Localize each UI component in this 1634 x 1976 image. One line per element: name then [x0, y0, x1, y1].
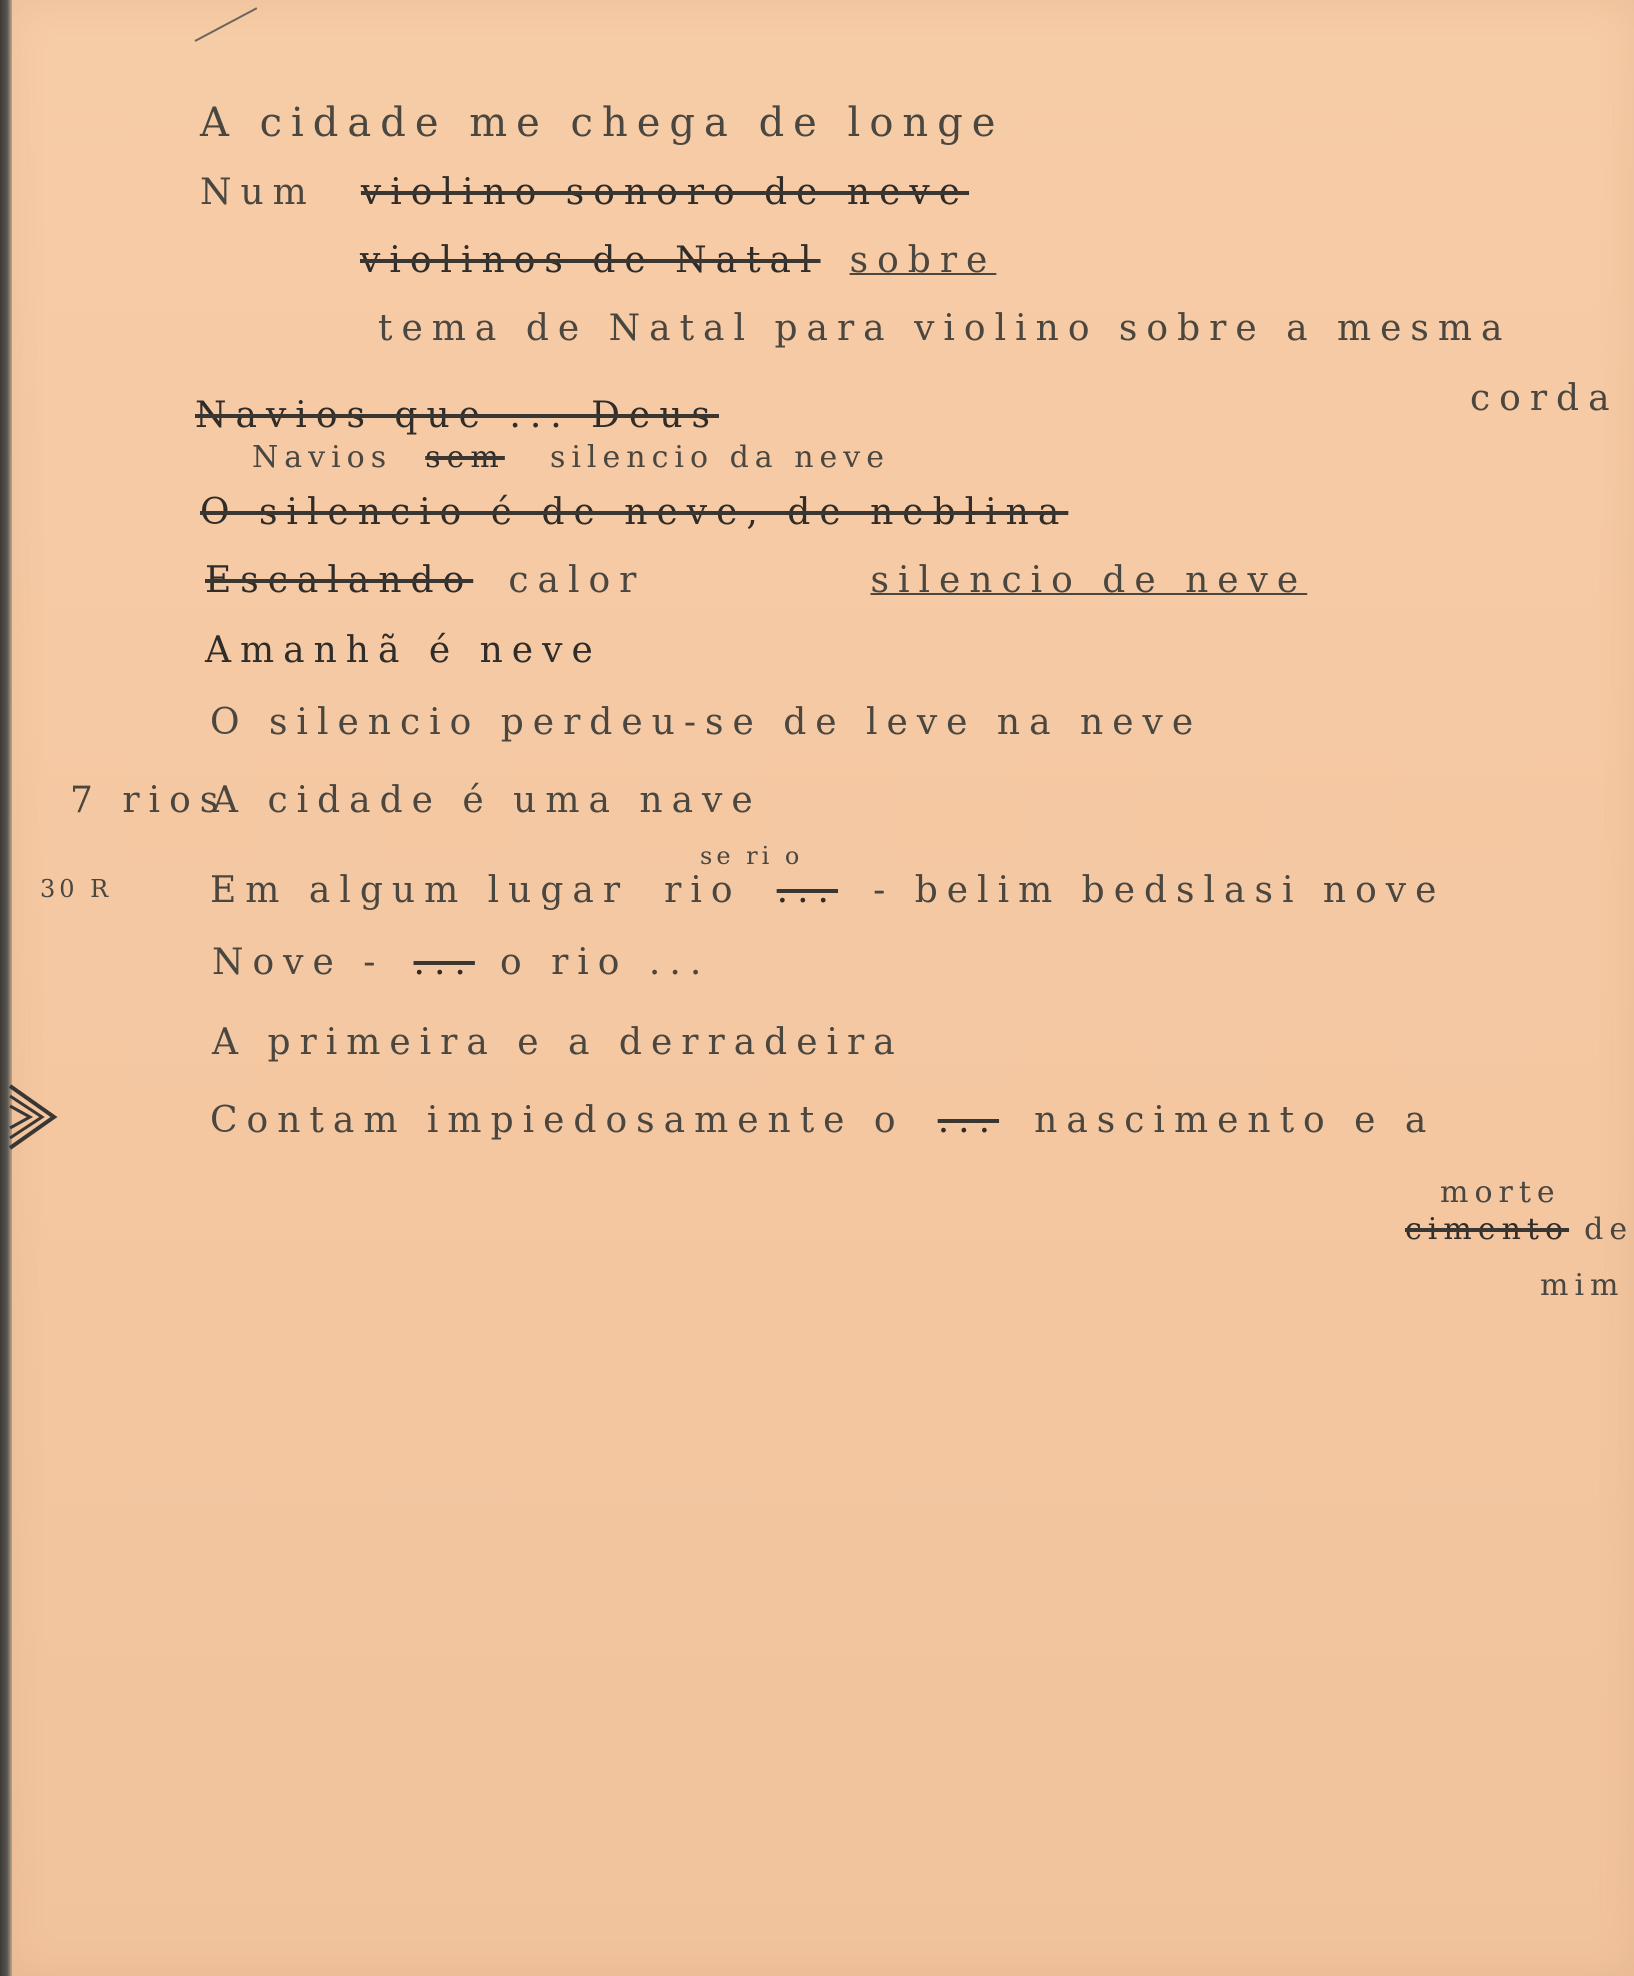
line-text-after: rio	[664, 870, 742, 911]
manuscript-line-13	[212, 942, 710, 983]
manuscript-line-2	[200, 172, 969, 213]
line-text: calor	[508, 560, 646, 601]
manuscript-line-5-struck: Navios que ... Deus	[195, 395, 719, 436]
margin-note-30r: 30 R	[40, 875, 113, 903]
line-text-after: de	[1584, 1212, 1634, 1247]
manuscript-line-14: A primeira e a derradeira	[212, 1022, 904, 1063]
manuscript-page	[8, 0, 1634, 1976]
manuscript-line-4: tema de Natal para violino sobre a mesma	[378, 308, 1512, 349]
arrow-mark-icon	[8, 1082, 58, 1152]
line-text: Contam impiedosamente o	[210, 1100, 905, 1141]
struck-text: violino sonoro de neve	[360, 172, 970, 213]
manuscript-line-11: A cidade é uma nave	[212, 780, 762, 821]
manuscript-line-15	[210, 1100, 1435, 1141]
manuscript-line-1: A cidade me chega de longe	[200, 100, 1005, 146]
struck-text: cimento	[1405, 1212, 1570, 1247]
manuscript-line-7-struck: O silencio é de neve, de neblina	[200, 492, 1069, 533]
line-text: Num	[200, 172, 316, 213]
manuscript-line-12	[210, 870, 1445, 911]
manuscript-line-10: O silencio perdeu-se de leve na neve	[210, 702, 1203, 743]
line-text: sobre	[849, 240, 997, 281]
manuscript-line-17: mim	[1540, 1268, 1625, 1303]
manuscript-line-16-insert: morte	[1440, 1175, 1561, 1210]
line-text-tail: - belim bedslasi nove	[873, 870, 1446, 911]
manuscript-line-16	[1405, 1212, 1633, 1247]
margin-note-7-rios: 7 rios	[70, 780, 228, 821]
struck-text: sem	[425, 440, 505, 475]
manuscript-line-4-continued: corda	[1470, 378, 1619, 419]
line-text-after: silencio da neve	[549, 440, 890, 475]
inserted-text: se ri o	[700, 842, 804, 870]
struck-text: ...	[413, 942, 475, 983]
line-text-after: nascimento e a	[1034, 1100, 1436, 1141]
line-text-after: o rio ...	[499, 942, 711, 983]
struck-text: violinos de Natal	[360, 240, 821, 281]
struck-text: ...	[937, 1100, 1000, 1141]
page-left-edge	[0, 0, 12, 1976]
struck-text: Escalando	[205, 560, 474, 601]
line-text: Navios	[252, 440, 393, 475]
manuscript-line-9: Amanhã é neve	[205, 630, 602, 671]
manuscript-line-6	[252, 440, 890, 475]
line-text-after: silencio de neve	[870, 560, 1308, 601]
line-text: Em algum lugar	[210, 870, 630, 911]
manuscript-line-3	[360, 240, 996, 281]
line-text: Nove -	[212, 942, 385, 983]
manuscript-line-8	[205, 560, 1307, 601]
struck-text: ...	[776, 870, 838, 911]
